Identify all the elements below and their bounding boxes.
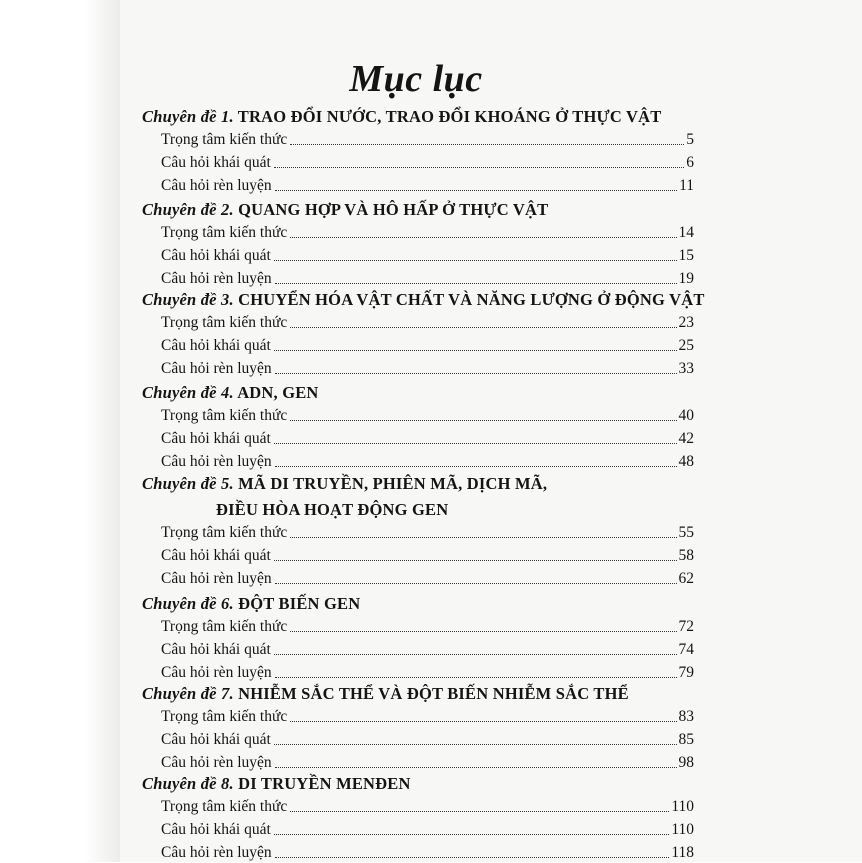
chapter-title: ADN, GEN (233, 383, 319, 402)
toc-entry-label: Câu hỏi khái quát (161, 547, 271, 564)
toc-entry (161, 223, 694, 243)
dot-leader (275, 466, 677, 467)
chapter-heading (142, 684, 629, 704)
toc-entry-page-number: 98 (678, 754, 694, 771)
toc-entry (161, 820, 694, 840)
dot-leader (274, 167, 684, 168)
toc-entry-label: Câu hỏi rèn luyện (161, 570, 272, 587)
toc-entry-page-number: 14 (678, 224, 694, 241)
toc-entry (161, 359, 694, 379)
toc-entry-page-number: 5 (686, 131, 694, 148)
toc-entry (161, 336, 694, 356)
toc-entry-page-number: 74 (678, 641, 694, 658)
toc-entry (161, 406, 694, 426)
toc-entry-label: Câu hỏi rèn luyện (161, 270, 272, 287)
dot-leader (275, 677, 677, 678)
toc-entry (161, 707, 694, 727)
chapter-title: QUANG HỢP VÀ HÔ HẤP Ở THỰC VẬT (233, 200, 549, 219)
toc-entry-label: Trọng tâm kiến thức (161, 224, 288, 241)
dot-leader (275, 583, 677, 584)
toc-entry-label: Trọng tâm kiến thức (161, 798, 288, 815)
toc-entry-label: Câu hỏi khái quát (161, 731, 271, 748)
toc-entry-page-number: 62 (678, 570, 694, 587)
toc-entry (161, 546, 694, 566)
chapter-number: Chuyên đề 5. (142, 474, 234, 493)
toc-entry (161, 730, 694, 750)
dot-leader (275, 857, 670, 858)
toc-entry (161, 617, 694, 637)
dot-leader (274, 834, 670, 835)
toc-entry (161, 176, 694, 196)
toc-entry-label: Trọng tâm kiến thức (161, 618, 288, 635)
toc-entry-page-number: 72 (678, 618, 694, 635)
toc-entry (161, 452, 694, 472)
toc-entry-page-number: 110 (671, 821, 694, 838)
dot-leader (274, 443, 677, 444)
page-title: Mục lục (349, 58, 483, 100)
toc-entry-label: Trọng tâm kiến thức (161, 131, 288, 148)
toc-entry-page-number: 48 (678, 453, 694, 470)
dot-leader (274, 744, 677, 745)
toc-entry-label: Câu hỏi khái quát (161, 430, 271, 447)
dot-leader (290, 327, 676, 328)
toc-entry (161, 753, 694, 773)
toc-entry-page-number: 19 (678, 270, 694, 287)
toc-entry-page-number: 118 (671, 844, 694, 861)
toc-entry-page-number: 11 (679, 177, 694, 194)
chapter-number: Chuyên đề 3. (142, 290, 234, 309)
chapter-title-continued: ĐIỀU HÒA HOẠT ĐỘNG GEN (216, 500, 449, 519)
toc-entry (161, 269, 694, 289)
toc-entry-page-number: 40 (678, 407, 694, 424)
toc-entry (161, 523, 694, 543)
toc-entry-page-number: 58 (678, 547, 694, 564)
toc-entry-label: Câu hỏi khái quát (161, 641, 271, 658)
dot-leader (290, 631, 676, 632)
toc-entry-page-number: 83 (678, 708, 694, 725)
toc-entry-page-number: 6 (686, 154, 694, 171)
chapter-heading (142, 107, 661, 127)
toc-entry-page-number: 23 (678, 314, 694, 331)
toc-entry (161, 246, 694, 266)
dot-leader (275, 283, 677, 284)
toc-entry-label: Câu hỏi rèn luyện (161, 664, 272, 681)
dot-leader (290, 537, 676, 538)
chapter-title: CHUYỂN HÓA VẬT CHẤT VÀ NĂNG LƯỢNG Ở ĐỘNG VẬT (233, 290, 705, 309)
toc-entry (161, 130, 694, 150)
toc-entry-label: Câu hỏi rèn luyện (161, 844, 272, 861)
toc-entry-page-number: 15 (678, 247, 694, 264)
chapter-heading (142, 594, 360, 614)
chapter-title: DI TRUYỀN MENĐEN (233, 774, 411, 793)
toc-entry-label: Câu hỏi rèn luyện (161, 360, 272, 377)
chapter-number: Chuyên đề 2. (142, 200, 234, 219)
dot-leader (290, 811, 669, 812)
chapter-number: Chuyên đề 1. (142, 107, 234, 126)
toc-entry-page-number: 33 (678, 360, 694, 377)
toc-entry (161, 843, 694, 863)
chapter-heading (142, 290, 705, 310)
dot-leader (290, 237, 676, 238)
dot-leader (274, 654, 677, 655)
dot-leader (274, 260, 677, 261)
toc-entry (161, 663, 694, 683)
toc-entry-label: Câu hỏi khái quát (161, 154, 271, 171)
chapter-title: MÃ DI TRUYỀN, PHIÊN MÃ, DỊCH MÃ, (233, 474, 548, 493)
dot-leader (290, 721, 676, 722)
toc-entry-page-number: 42 (678, 430, 694, 447)
dot-leader (275, 767, 677, 768)
chapter-number: Chuyên đề 6. (142, 594, 234, 613)
toc-entry-label: Trọng tâm kiến thức (161, 407, 288, 424)
chapter-heading (142, 474, 547, 494)
chapter-number: Chuyên đề 8. (142, 774, 234, 793)
toc-entry-page-number: 110 (671, 798, 694, 815)
toc-entry-label: Trọng tâm kiến thức (161, 314, 288, 331)
toc-entry-label: Câu hỏi khái quát (161, 247, 271, 264)
toc-entry (161, 429, 694, 449)
toc-entry (161, 153, 694, 173)
chapter-heading (142, 383, 319, 403)
chapter-title: TRAO ĐỔI NƯỚC, TRAO ĐỔI KHOÁNG Ở THỰC VẬT (233, 107, 662, 126)
toc-entry-label: Câu hỏi rèn luyện (161, 754, 272, 771)
toc-entry-label: Câu hỏi khái quát (161, 337, 271, 354)
dot-leader (274, 560, 677, 561)
toc-entry-page-number: 79 (678, 664, 694, 681)
toc-entry-label: Trọng tâm kiến thức (161, 708, 288, 725)
chapter-title: ĐỘT BIẾN GEN (233, 594, 361, 613)
toc-entry-page-number: 55 (678, 524, 694, 541)
toc-entry-label: Trọng tâm kiến thức (161, 524, 288, 541)
dot-leader (290, 144, 684, 145)
chapter-title: NHIỄM SẮC THỂ VÀ ĐỘT BIẾN NHIỄM SẮC THỂ (233, 684, 629, 703)
chapter-heading (142, 200, 548, 220)
toc-entry-page-number: 85 (678, 731, 694, 748)
toc-entry-page-number: 25 (678, 337, 694, 354)
toc-entry-label: Câu hỏi rèn luyện (161, 453, 272, 470)
toc-entry (161, 313, 694, 333)
dot-leader (274, 350, 677, 351)
toc-entry (161, 569, 694, 589)
dot-leader (275, 190, 677, 191)
toc-entry (161, 797, 694, 817)
chapter-number: Chuyên đề 4. (142, 383, 234, 402)
toc-entry-label: Câu hỏi khái quát (161, 821, 271, 838)
chapter-heading (142, 774, 411, 794)
toc-entry (161, 640, 694, 660)
dot-leader (275, 373, 677, 374)
toc-entry-label: Câu hỏi rèn luyện (161, 177, 272, 194)
dot-leader (290, 420, 676, 421)
chapter-number: Chuyên đề 7. (142, 684, 234, 703)
